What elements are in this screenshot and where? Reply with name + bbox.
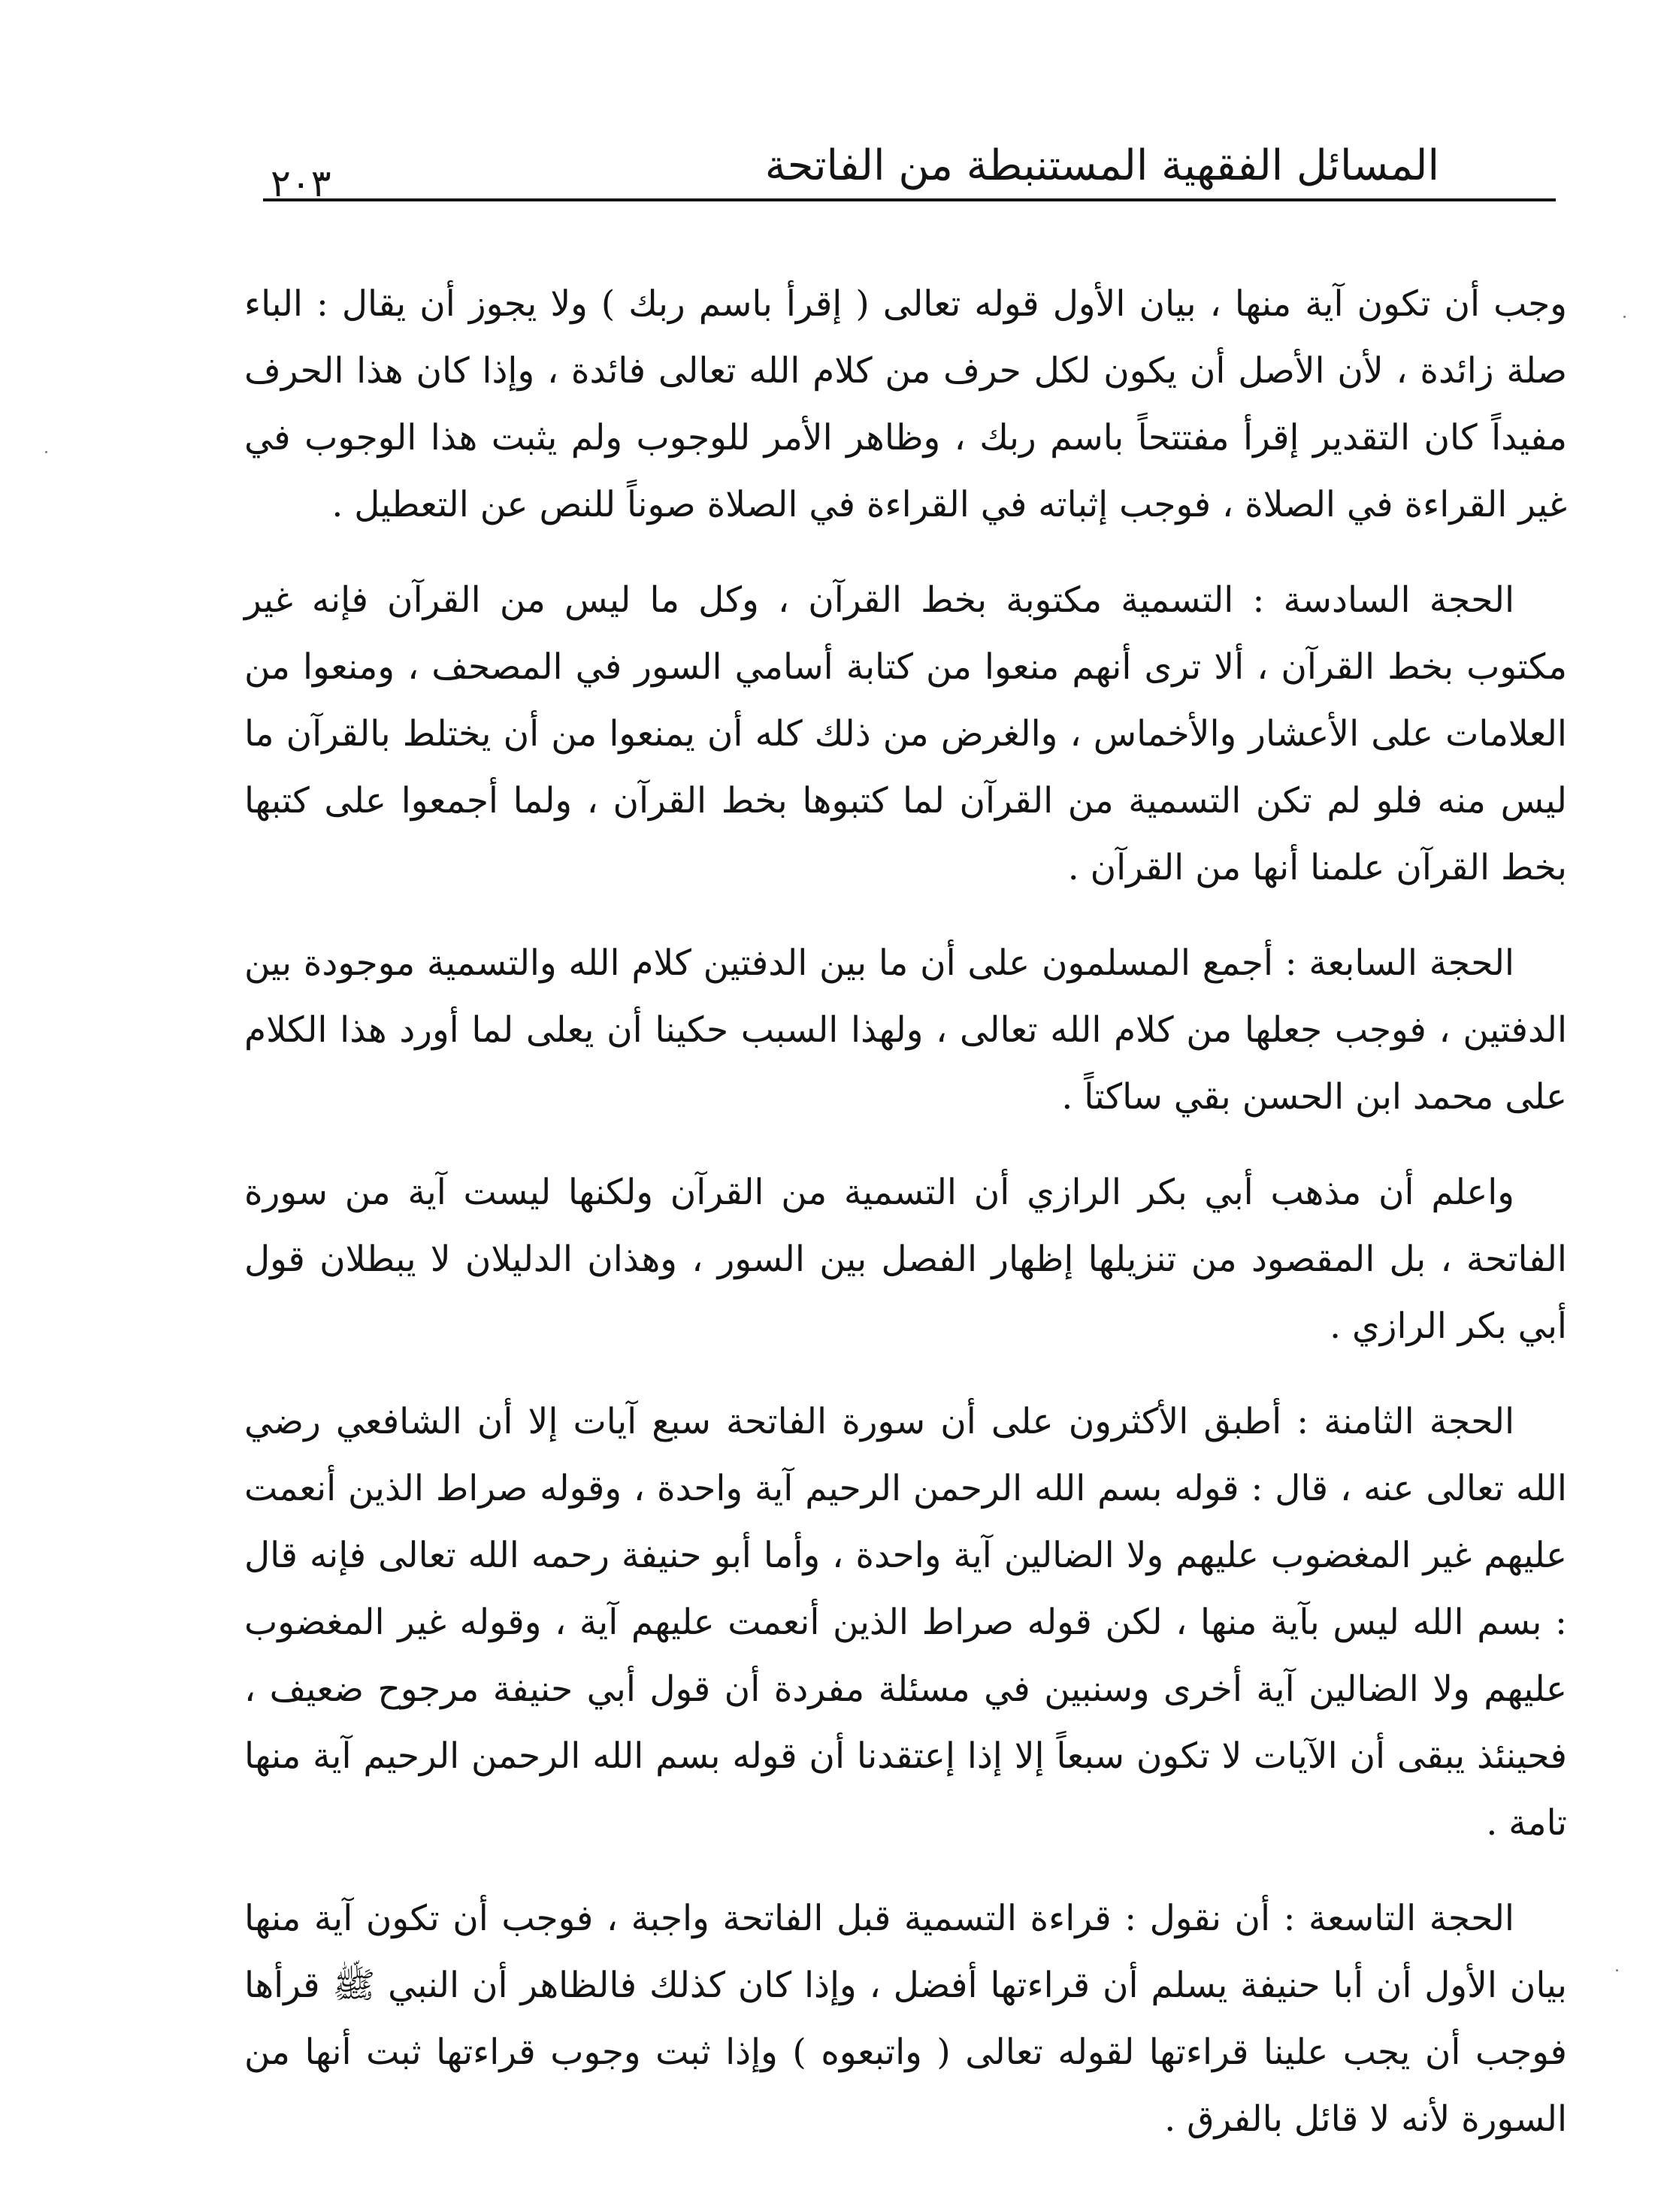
paragraph-5: الحجة الثامنة : أطبق الأكثرون على أن سورة الفاتحة سبع آيات إلا أن الشافعي رضي الله تعالى عنه ، قال : قوله بسم الله الرحمن الرحيم آية واحدة ، وقوله صراط الذين أنعمت عليهم غير المغضوب عليهم ولا الضالين آية واحدة ، وأما أبو حنيفة رحمه الله تعالى فإنه قال : بسم الله ليس بآية منها ، لكن قوله صراط الذين أنعمت عليهم آية ، وقوله غير المغضوب عليهم ولا الضالين آية أخرى وسنبين في مسئلة مفردة أن قول أبي حنيفة مرجوح ضعيف ، فحينئذ يبقى أن الآيات لا تكون سبعاً إلا إذا إعتقدنا أن قوله بسم الله الرحمن الرحيم آية منها تامة . [244, 1401, 1567, 1844]
paragraph-3: الحجة السابعة : أجمع المسلمون على أن ما بين الدفتين كلام الله والتسمية موجودة بين الدفتين ، فوجب جعلها من كلام الله تعالى ، ولهذا السبب حكينا أن يعلى لما أورد هذا الكلام على محمد ابن الحسن بقي ساكتاً . [244, 943, 1567, 1118]
page-header [263, 134, 1556, 205]
scan-speck [1623, 316, 1626, 318]
page-body [244, 271, 1567, 2181]
paragraph-1: وجب أن تكون آية منها ، بيان الأول قوله تعالى ( إقرأ باسم ربك ) ولا يجوز أن يقال : الباء صلة زائدة ، لأن الأصل أن يكون لكل حرف من كلام الله تعالى فائدة ، وإذا كان هذا الحرف مفيداً كان التقدير إقرأ مفتتحاً باسم ربك ، وظاهر الأمر للوجوب ولم يثبت هذا الوجوب في غير القراءة في الصلاة ، فوجب إثباته في القراءة في الصلاة صوناً للنص عن التعطيل . [244, 283, 1567, 525]
paragraph-2: الحجة السادسة : التسمية مكتوبة بخط القرآن ، وكل ما ليس من القرآن فإنه غير مكتوب بخط القرآن ، ألا ترى أنهم منعوا من كتابة أسامي السور في المصحف ، ومنعوا من العلامات على الأعشار والأخماس ، والغرض من ذلك كله أن يمنعوا من أن يختلط بالقرآن ما ليس منه فلو لم تكن التسمية من القرآن لما كتبوها بخط القرآن ، ولما أجمعوا على كتبها بخط القرآن علمنا أنها من القرآن . [244, 579, 1567, 888]
paragraph-6: الحجة التاسعة : أن نقول : قراءة التسمية قبل الفاتحة واجبة ، فوجب أن تكون آية منها بيان الأول أن أبا حنيفة يسلم أن قراءتها أفضل ، وإذا كان كذلك فالظاهر أن النبي ﷺ قرأها فوجب أن يجب علينا قراءتها لقوله تعالى ( واتبعوه ) وإذا ثبت وجوب قراءتها ثبت أنها من السورة لأنه لا قائل بالفرق . [244, 1898, 1567, 2140]
running-title: المسائل الفقهية المستنبطة من الفاتحة [764, 141, 1439, 190]
page-number: ٢٠٣ [271, 162, 331, 205]
header-rule [263, 198, 1556, 201]
paragraph-4: واعلم أن مذهب أبي بكر الرازي أن التسمية من القرآن ولكنها ليست آية من سورة الفاتحة ، بل المقصود من تنزيلها إظهار الفصل بين السور ، وهذان الدليلان لا يبطلان قول أبي بكر الرازي . [244, 1172, 1567, 1347]
scan-speck [1616, 1969, 1618, 1971]
scan-speck [45, 451, 47, 453]
